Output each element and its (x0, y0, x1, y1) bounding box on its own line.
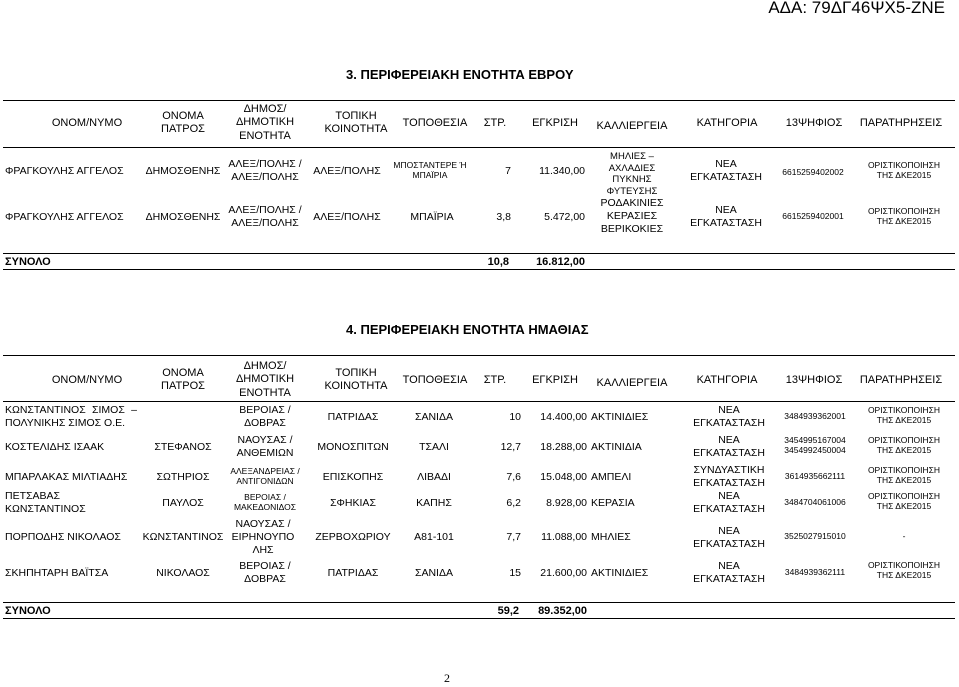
header-father: ΟΝΟΜΑ ΠΑΤΡΟΣ (161, 110, 205, 136)
header-category: ΚΑΤΗΓΟΡΙΑ (696, 117, 758, 129)
section-4-title: 4. ΠΕΡΙΦΕΡΕΙΑΚΗ ΕΝΟΤΗΤΑ ΗΜΑΘΙΑΣ (346, 322, 589, 337)
table-row (3, 517, 955, 559)
page-number: 2 (444, 671, 450, 685)
cell-location: ΛΙΒΑΔΙ (417, 471, 451, 483)
cell-remarks: ΟΡΙΣΤΙΚΟΠΟΙΗΣΗ ΤΗΣ ΔΚΕ2015 (867, 405, 941, 426)
cell-local: ΠΑΤΡΙΔΑΣ (327, 411, 379, 423)
table-row (3, 433, 955, 461)
cell-name: ΦΡΑΓΚΟΥΛΗΣ ΑΓΓΕΛΟΣ (5, 211, 124, 223)
header-code: 13ΨΗΦΙΟΣ (785, 374, 843, 386)
header-approval: ΕΓΚΡΙΣΗ (532, 117, 578, 129)
header-local: ΤΟΠΙΚΗ ΚΟΙΝΟΤΗΤΑ (324, 110, 388, 136)
cell-municipality: ΝΑΟΥΣΑΣ / ΑΝΘΕΜΙΩΝ (236, 434, 294, 459)
cell-crops: ΑΜΠΕΛΙ (591, 471, 632, 483)
header-remarks: ΠΑΡΑΤΗΡΗΣΕΙΣ (859, 117, 943, 129)
cell-area: 3,8 (496, 211, 511, 223)
cell-code: 3484939362111 (784, 567, 846, 577)
cell-name: ΦΡΑΓΚΟΥΛΗΣ ΑΓΓΕΛΟΣ (5, 165, 124, 177)
cell-remarks: ΟΡΙΣΤΙΚΟΠΟΙΗΣΗ ΤΗΣ ΔΚΕ2015 (867, 465, 941, 486)
cell-father: ΠΑΥΛΟΣ (162, 497, 204, 509)
total-row (3, 253, 955, 270)
cell-municipality: ΑΛΕΞ/ΠΟΛΗΣ / ΑΛΕΞ/ΠΟΛΗΣ (228, 204, 302, 229)
cell-local: ΑΛΕΞ/ΠΟΛΗΣ (313, 165, 381, 177)
table-header (3, 356, 955, 402)
header-crops: ΚΑΛΛΙΕΡΓΕΙΑ (596, 377, 668, 389)
cell-remarks: ΟΡΙΣΤΙΚΟΠΟΙΗΣΗ ΤΗΣ ΔΚΕ2015 (867, 560, 941, 581)
cell-crops: ΜΗΛΙΕΣ (591, 531, 631, 543)
cell-category: ΝΕΑ ΕΓΚΑΤΑΣΤΑΣΗ (693, 525, 765, 550)
cell-remarks: - (902, 531, 906, 541)
cell-municipality: ΒΕΡΟΙΑΣ / ΔΟΒΡΑΣ (239, 560, 291, 585)
header-name: ΟΝΟΜ/ΝΥΜΟ (51, 374, 123, 386)
total-label: ΣΥΝΟΛΟ (5, 605, 51, 617)
cell-code: 6615259402002 (782, 167, 844, 177)
cell-area: 7,7 (506, 531, 521, 543)
cell-category: ΝΕΑ ΕΓΚΑΤΑΣΤΑΣΗ (693, 560, 765, 585)
table-header (3, 101, 955, 148)
table-row (3, 463, 955, 491)
cell-name: ΜΠΑΡΛΑΚΑΣ ΜΙΛΤΙΑΔΗΣ (5, 471, 128, 483)
cell-code: 3484939362001 (784, 411, 846, 421)
cell-name: ΣΚΗΠΗΤΑΡΗ ΒΑΪΤΣΑ (5, 567, 109, 579)
cell-father: ΔΗΜΟΣΘΕΝΗΣ (145, 165, 221, 177)
cell-father: ΣΤΕΦΑΝΟΣ (154, 441, 212, 453)
cell-approval: 8.928,00 (546, 497, 587, 509)
cell-location: ΣΑΝΙΔΑ (414, 411, 453, 423)
cell-local: ΕΠΙΣΚΟΠΗΣ (322, 471, 384, 483)
cell-crops: ΜΗΛΙΕΣ – ΑΧΛΑΔΙΕΣ ΠΥΚΝΗΣ ΦΥΤΕΥΣΗΣ (606, 151, 658, 197)
cell-remarks: ΟΡΙΣΤΙΚΟΠΟΙΗΣΗ ΤΗΣ ΔΚΕ2015 (867, 206, 941, 227)
table-row (3, 151, 955, 197)
cell-crops: ΑΚΤΙΝΙΔΙΕΣ (591, 567, 649, 579)
cell-area: 10 (509, 411, 521, 423)
section-3-title: 3. ΠΕΡΙΦΕΡΕΙΑΚΗ ΕΝΟΤΗΤΑ ΕΒΡΟΥ (346, 67, 574, 82)
cell-local: ΜΟΝΟΣΠΙΤΩΝ (317, 441, 389, 453)
header-father: ΟΝΟΜΑ ΠΑΤΡΟΣ (161, 367, 205, 393)
table-row (3, 559, 955, 589)
header-location: ΤΟΠΟΘΕΣΙΑ (402, 374, 468, 386)
cell-location: ΣΑΝΙΔΑ (414, 567, 453, 579)
cell-category: ΝΕΑ ΕΓΚΑΤΑΣΤΑΣΗ (693, 404, 765, 429)
cell-municipality: ΝΑΟΥΣΑΣ / ΕΙΡΗΝΟΥΠΟ ΛΗΣ (231, 518, 295, 556)
cell-location: ΚΑΠΗΣ (416, 497, 452, 509)
section-4-table (3, 355, 955, 619)
document-ada-code: ΑΔΑ: 79ΔΓ46ΨΧ5-ΖΝΕ (768, 0, 945, 17)
cell-local: ΠΑΤΡΙΔΑΣ (327, 567, 379, 579)
cell-code: 3454995167004 3454992450004 (784, 435, 846, 456)
cell-category: ΝΕΑ ΕΓΚΑΤΑΣΤΑΣΗ (690, 204, 762, 229)
header-area: ΣΤΡ. (483, 117, 507, 129)
cell-approval: 21.600,00 (540, 567, 587, 579)
total-area: 59,2 (497, 605, 519, 617)
cell-approval: 15.048,00 (540, 471, 587, 483)
cell-category: ΝΕΑ ΕΓΚΑΤΑΣΤΑΣΗ (693, 490, 765, 515)
cell-code: 3614935662111 (784, 471, 846, 481)
cell-remarks: ΟΡΙΣΤΙΚΟΠΟΙΗΣΗ ΤΗΣ ΔΚΕ2015 (867, 435, 941, 456)
cell-category: ΝΕΑ ΕΓΚΑΤΑΣΤΑΣΗ (690, 158, 762, 183)
total-approval: 16.812,00 (536, 256, 585, 268)
header-location: ΤΟΠΟΘΕΣΙΑ (402, 117, 468, 129)
total-area: 10,8 (487, 256, 509, 268)
cell-crops: ΚΕΡΑΣΙΑ (591, 497, 635, 509)
cell-father: ΣΩΤΗΡΙΟΣ (156, 471, 210, 483)
header-local: ΤΟΠΙΚΗ ΚΟΙΝΟΤΗΤΑ (324, 367, 388, 393)
cell-code: 3525027915010 (784, 531, 846, 541)
cell-municipality: ΒΕΡΟΙΑΣ / ΔΟΒΡΑΣ (239, 404, 291, 429)
cell-municipality: ΑΛΕΞΑΝΔΡΕΙΑΣ / ΑΝΤΙΓΟΝΙΔΩΝ (230, 466, 300, 487)
header-code: 13ΨΗΦΙΟΣ (785, 117, 843, 129)
cell-category: ΣΥΝΔΥΑΣΤΙΚΗ ΕΓΚΑΤΑΣΤΑΣΗ (693, 464, 765, 489)
cell-father: ΔΗΜΟΣΘΕΝΗΣ (145, 211, 221, 223)
cell-category: ΝΕΑ ΕΓΚΑΤΑΣΤΑΣΗ (693, 434, 765, 459)
cell-municipality: ΑΛΕΞ/ΠΟΛΗΣ / ΑΛΕΞ/ΠΟΛΗΣ (228, 158, 302, 183)
cell-approval: 14.400,00 (540, 411, 587, 423)
header-crops: ΚΑΛΛΙΕΡΓΕΙΑ (596, 120, 668, 132)
cell-local: ΑΛΕΞ/ΠΟΛΗΣ (313, 211, 381, 223)
table-row (3, 197, 955, 243)
cell-father: ΚΩΝΣΤΑΝΤΙΝΟΣ (142, 531, 224, 543)
cell-crops: ΑΚΤΙΝΙΔΙΑ (591, 441, 642, 453)
header-municipality: ΔΗΜΟΣ/ ΔΗΜΟΤΙΚΗ ΕΝΟΤΗΤΑ (235, 360, 295, 399)
cell-code: 6615259402001 (782, 211, 844, 221)
table-row (3, 489, 955, 517)
table-row (3, 403, 955, 431)
cell-remarks: ΟΡΙΣΤΙΚΟΠΟΙΗΣΗ ΤΗΣ ΔΚΕ2015 (867, 491, 941, 512)
cell-location: ΤΣΑΛΙ (419, 441, 449, 453)
cell-area: 12,7 (500, 441, 521, 453)
total-label: ΣΥΝΟΛΟ (5, 256, 51, 268)
total-row (3, 602, 955, 619)
header-remarks: ΠΑΡΑΤΗΡΗΣΕΙΣ (859, 374, 943, 386)
cell-municipality: ΒΕΡΟΙΑΣ / ΜΑΚΕΔΟΝΙΔΟΣ (233, 492, 297, 513)
cell-area: 15 (509, 567, 521, 579)
cell-area: 7,6 (506, 471, 521, 483)
cell-area: 7 (505, 165, 511, 177)
cell-location: ΜΠΑΪΡΙΑ (410, 211, 454, 223)
cell-crops: ΡΟΔΑΚΙΝΙΕΣ ΚΕΡΑΣΙΕΣ ΒΕΡΙΚΟΚΙΕΣ (600, 197, 664, 235)
cell-local: ΣΦΗΚΙΑΣ (330, 497, 376, 509)
header-category: ΚΑΤΗΓΟΡΙΑ (696, 374, 758, 386)
header-approval: ΕΓΚΡΙΣΗ (532, 374, 578, 386)
cell-approval: 11.340,00 (539, 165, 585, 177)
cell-name: ΠΕΤΣΑΒΑΣ ΚΩΝΣΤΑΝΤΙΝΟΣ (5, 490, 86, 515)
cell-approval: 18.288,00 (540, 441, 587, 453)
header-municipality: ΔΗΜΟΣ/ ΔΗΜΟΤΙΚΗ ΕΝΟΤΗΤΑ (235, 103, 295, 142)
cell-father: ΝΙΚΟΛΑΟΣ (156, 567, 210, 579)
cell-location: Α81-101 (414, 531, 454, 543)
header-area: ΣΤΡ. (483, 374, 507, 386)
cell-crops: ΑΚΤΙΝΙΔΙΕΣ (591, 411, 649, 423)
cell-area: 6,2 (506, 497, 521, 509)
cell-location: ΜΠΟΣΤΑΝΤΕΡΕ Ή ΜΠΑΪΡΙΑ (393, 160, 467, 181)
cell-approval: 5.472,00 (544, 211, 585, 223)
header-name: ΟΝΟΜ/ΝΥΜΟ (51, 117, 123, 129)
cell-local: ΖΕΡΒΟΧΩΡΙΟΥ (315, 531, 391, 543)
cell-name: ΠΟΡΠΟΔΗΣ ΝΙΚΟΛΑΟΣ (5, 531, 121, 543)
total-approval: 89.352,00 (538, 605, 587, 617)
cell-code: 3484704061006 (784, 497, 846, 507)
cell-remarks: ΟΡΙΣΤΙΚΟΠΟΙΗΣΗ ΤΗΣ ΔΚΕ2015 (867, 160, 941, 181)
section-3-table (3, 100, 955, 270)
cell-name: ΚΟΣΤΕΛΙΔΗΣ ΙΣΑΑΚ (5, 441, 105, 453)
cell-name: ΚΩΝΣΤΑΝΤΙΝΟΣ ΣΙΜΟΣ – ΠΟΛΥΝΙΚΗΣ ΣΙΜΟΣ Ο.Ε. (5, 404, 137, 429)
cell-approval: 11.088,00 (541, 531, 587, 543)
